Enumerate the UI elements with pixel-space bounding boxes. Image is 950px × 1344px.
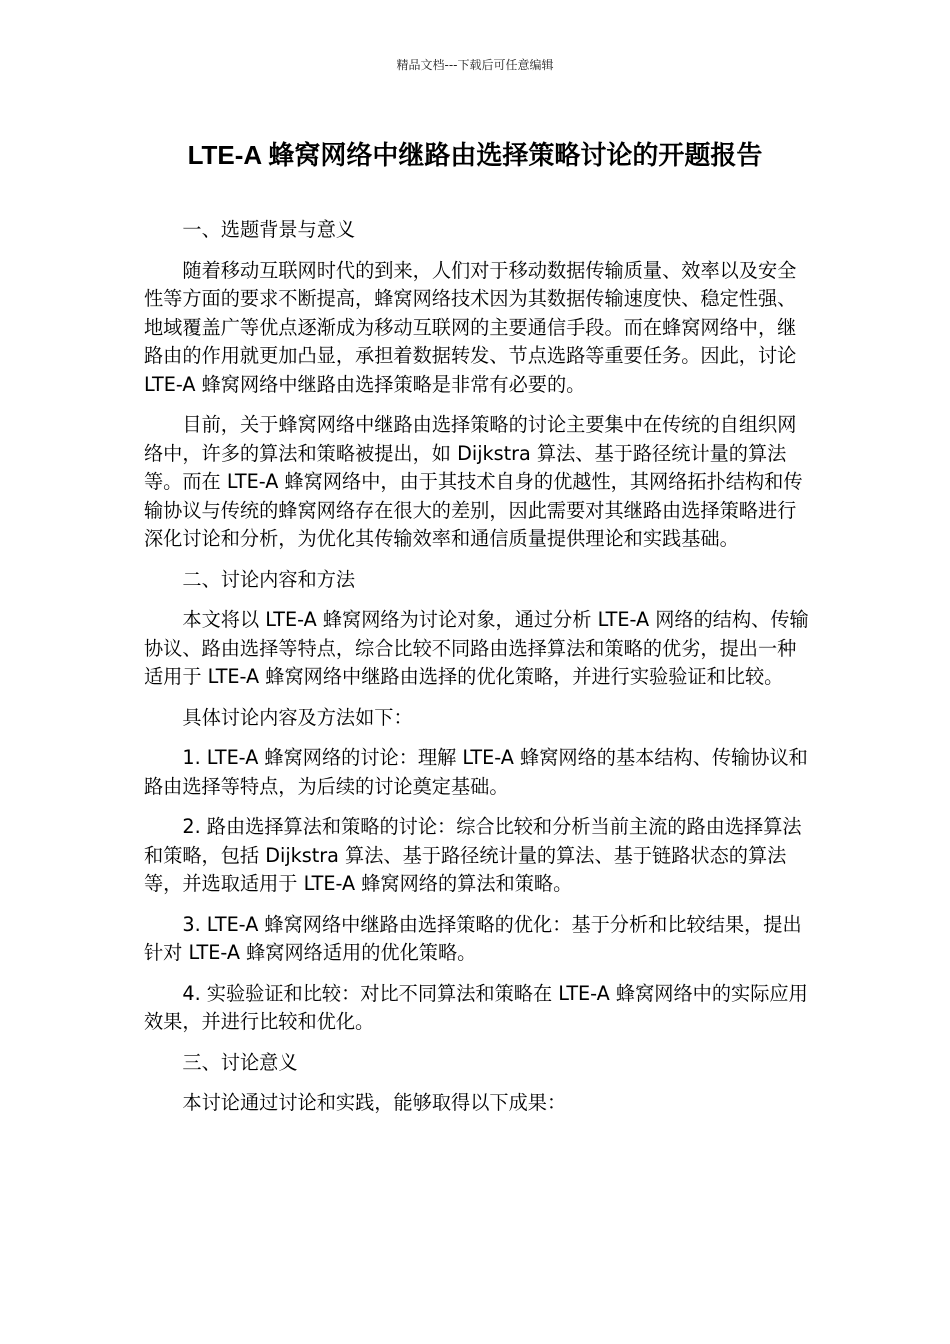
- list-item: 2. 路由选择算法和策略的讨论：综合比较和分析当前主流的路由选择算法和策略，包括 Dijkstra 算法、基于路径统计量的算法、基于链路状态的算法等，并选取适用于 LTE-A 蜂窝网络的算法和策略。: [144, 815, 802, 895]
- section-heading-background: 一、选题背景与意义: [182, 218, 356, 241]
- body-paragraph: 随着移动互联网时代的到来，人们对于移动数据传输质量、效率以及安全性等方面的要求不断提高，蜂窝网络技术因为其数据传输速度快、稳定性强、地域覆盖广等优点逐渐成为移动互联网的主要通信手段。而在蜂窝网络中，继路由的作用就更加凸显，承担着数据转发、节点选路等重要任务。因此，讨论 LTE-A 蜂窝网络中继路由选择策略是非常有必要的。: [144, 258, 797, 396]
- document-title: LTE-A 蜂窝网络中继路由选择策略讨论的开题报告: [187, 140, 763, 170]
- body-paragraph: 本文将以 LTE-A 蜂窝网络为讨论对象，通过分析 LTE-A 网络的结构、传输协议、路由选择等特点，综合比较不同路由选择算法和策略的优劣，提出一种适用于 LTE-A 蜂窝网络中继路由选择的优化策略，并进行实验验证和比较。: [144, 608, 809, 688]
- header-note: 精品文档---下载后可任意编辑: [396, 58, 554, 72]
- body-paragraph: 目前，关于蜂窝网络中继路由选择策略的讨论主要集中在传统的自组织网络中，许多的算法和策略被提出，如 Dijkstra 算法、基于路径统计量的算法等。而在 LTE-A 蜂窝网络中，由于其技术自身的优越性，其网络拓扑结构和传输协议与传统的蜂窝网络存在很大的差别，因此需要对其继路由选择策略进行深化讨论和分析，为优化其传输效率和通信质量提供理论和实践基础。: [144, 413, 803, 550]
- list-item: 4. 实验验证和比较：对比不同算法和策略在 LTE-A 蜂窝网络中的实际应用效果，并进行比较和优化。: [144, 981, 808, 1033]
- body-paragraph: 具体讨论内容及方法如下：: [182, 705, 413, 729]
- section-heading-significance: 三、讨论意义: [182, 1050, 298, 1074]
- list-item: 3. LTE-A 蜂窝网络中继路由选择策略的优化：基于分析和比较结果，提出针对 LTE-A 蜂窝网络适用的优化策略。: [144, 912, 802, 964]
- document-body: [144, 216, 812, 1130]
- list-item: 1. LTE-A 蜂窝网络的讨论：理解 LTE-A 蜂窝网络的基本结构、传输协议和路由选择等特点，为后续的讨论奠定基础。: [144, 746, 808, 798]
- section-heading-content-method: 二、讨论内容和方法: [182, 567, 356, 591]
- body-paragraph: 本讨论通过讨论和实践，能够取得以下成果：: [182, 1091, 567, 1114]
